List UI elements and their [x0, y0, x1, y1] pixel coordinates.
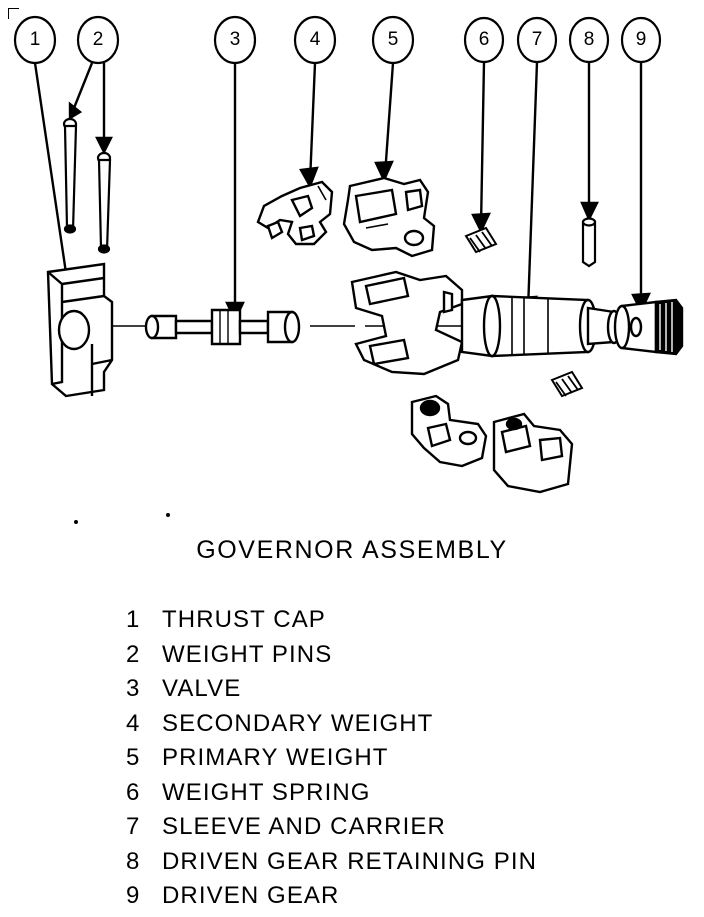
legend-item-number: 7 — [126, 813, 141, 840]
parts-legend — [126, 606, 686, 917]
callout-balloon-3 — [215, 17, 255, 63]
leader-line-6 — [481, 62, 484, 226]
legend-item — [126, 813, 686, 848]
legend-item-label: WEIGHT PINS — [162, 640, 333, 668]
callout-number-1: 1 — [29, 29, 41, 50]
legend-item-number: 4 — [126, 709, 141, 737]
legend-item — [126, 744, 686, 779]
legend-item-label: PRIMARY WEIGHT — [162, 744, 389, 771]
leader-arrow-8 — [582, 203, 597, 219]
legend-item — [126, 606, 686, 641]
legend-item-number: 5 — [126, 744, 141, 771]
part-retaining-pin — [583, 219, 595, 267]
part-valve — [146, 310, 299, 344]
legend-item — [126, 675, 686, 710]
legend-item — [126, 641, 686, 676]
callout-balloon-2 — [78, 17, 118, 63]
legend-item-number: 3 — [126, 675, 141, 702]
callout-balloon-6 — [465, 18, 503, 62]
legend-item-label: SECONDARY WEIGHT — [162, 709, 434, 737]
legend-item-label: WEIGHT SPRING — [162, 778, 371, 806]
callout-balloon-5 — [373, 17, 413, 63]
callout-number-4: 4 — [309, 29, 321, 50]
legend-item-label: DRIVEN GEAR RETAINING PIN — [162, 847, 538, 875]
legend-item — [126, 779, 686, 814]
callout-balloon-8 — [570, 18, 608, 62]
part-secondary-weight-lower — [412, 396, 486, 466]
legend-item — [126, 848, 686, 883]
legend-item-label: THRUST CAP — [162, 606, 326, 633]
part-thrust-cap — [48, 264, 112, 396]
leader-line-7 — [528, 62, 537, 310]
part-primary-weight — [344, 178, 434, 256]
callout-number-7: 7 — [531, 29, 543, 50]
part-driven-gear — [615, 300, 682, 354]
callout-number-3: 3 — [229, 29, 241, 50]
leader-arrow-2b — [97, 138, 111, 152]
part-primary-weight-lower — [494, 414, 572, 492]
legend-item-label: VALVE — [162, 675, 242, 702]
leader-line-5 — [385, 63, 393, 175]
leader-line-1 — [35, 63, 70, 300]
callout-balloon-1 — [15, 17, 55, 63]
legend-item-label: SLEEVE AND CARRIER — [162, 813, 446, 840]
legend-item-number: 1 — [126, 606, 141, 633]
leader-line-4 — [310, 63, 315, 182]
figure-title: GOVERNOR ASSEMBLY — [196, 536, 508, 564]
legend-item-number: 8 — [126, 847, 141, 875]
legend-item-number: 2 — [126, 640, 141, 668]
legend-item-number: 6 — [126, 778, 141, 806]
callout-balloon-9 — [622, 18, 660, 62]
callout-number-8: 8 — [583, 29, 595, 50]
callout-number-9: 9 — [635, 29, 647, 50]
print-speck — [74, 520, 78, 524]
part-weight-spring — [466, 228, 496, 252]
part-sleeve-and-carrier — [352, 272, 620, 374]
legend-item-label: DRIVEN GEAR — [162, 882, 340, 909]
callout-number-2: 2 — [92, 29, 104, 50]
legend-item-number: 9 — [126, 882, 141, 909]
callout-balloon-4 — [295, 17, 335, 63]
legend-item — [126, 710, 686, 745]
legend-item — [126, 882, 686, 917]
part-secondary-weight — [258, 182, 332, 244]
callout-balloon-7 — [518, 18, 556, 62]
callout-number-6: 6 — [478, 29, 490, 50]
callout-number-5: 5 — [387, 29, 399, 50]
part-weight-spring-second — [552, 372, 582, 396]
